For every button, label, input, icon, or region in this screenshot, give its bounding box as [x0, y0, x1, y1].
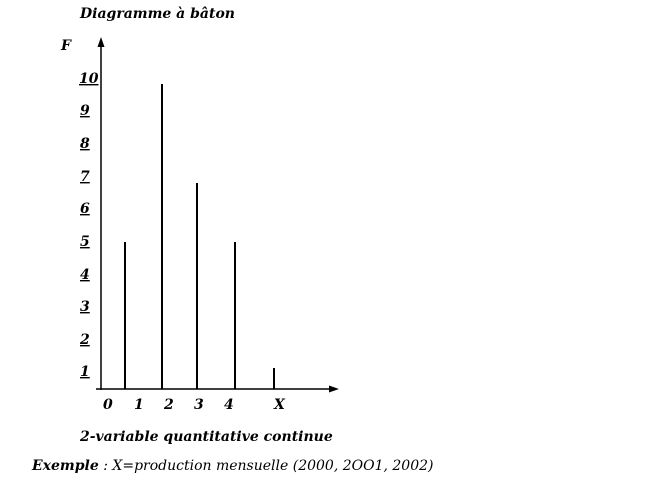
- y-axis-arrow: [98, 37, 105, 47]
- y-tick-label: 7: [80, 169, 90, 185]
- example-description: : X=production mensuelle (2000, 2OO1, 2002): [98, 458, 434, 474]
- bars: [125, 84, 274, 389]
- x-tick-label: 4: [224, 397, 234, 413]
- chart-title: Diagramme à bâton: [80, 6, 235, 22]
- y-tick-labels: [79, 71, 99, 380]
- example-text: [32, 458, 434, 474]
- x-axis-symbol: X: [274, 397, 285, 413]
- y-tick-label: 3: [80, 299, 90, 315]
- y-tick-label: 10: [79, 71, 99, 87]
- y-tick-label: 4: [80, 267, 90, 283]
- y-tick-label: 9: [80, 103, 90, 119]
- y-tick-label: 6: [80, 201, 90, 217]
- x-tick-label: 1: [134, 397, 144, 413]
- y-tick-label: 8: [80, 136, 90, 152]
- x-tick-label: 2: [164, 397, 174, 413]
- x-tick-label: 0: [103, 397, 113, 413]
- y-tick-label: 1: [80, 364, 90, 380]
- example-label: Exemple: [32, 458, 99, 474]
- x-axis-arrow: [329, 386, 339, 393]
- y-axis-label: F: [61, 38, 71, 54]
- x-tick-labels: [103, 397, 234, 413]
- x-tick-label: 3: [194, 397, 204, 413]
- y-tick-label: 2: [80, 332, 90, 348]
- y-tick-label: 5: [80, 234, 90, 250]
- x-axis-label: 2-variable quantitative continue: [80, 429, 333, 445]
